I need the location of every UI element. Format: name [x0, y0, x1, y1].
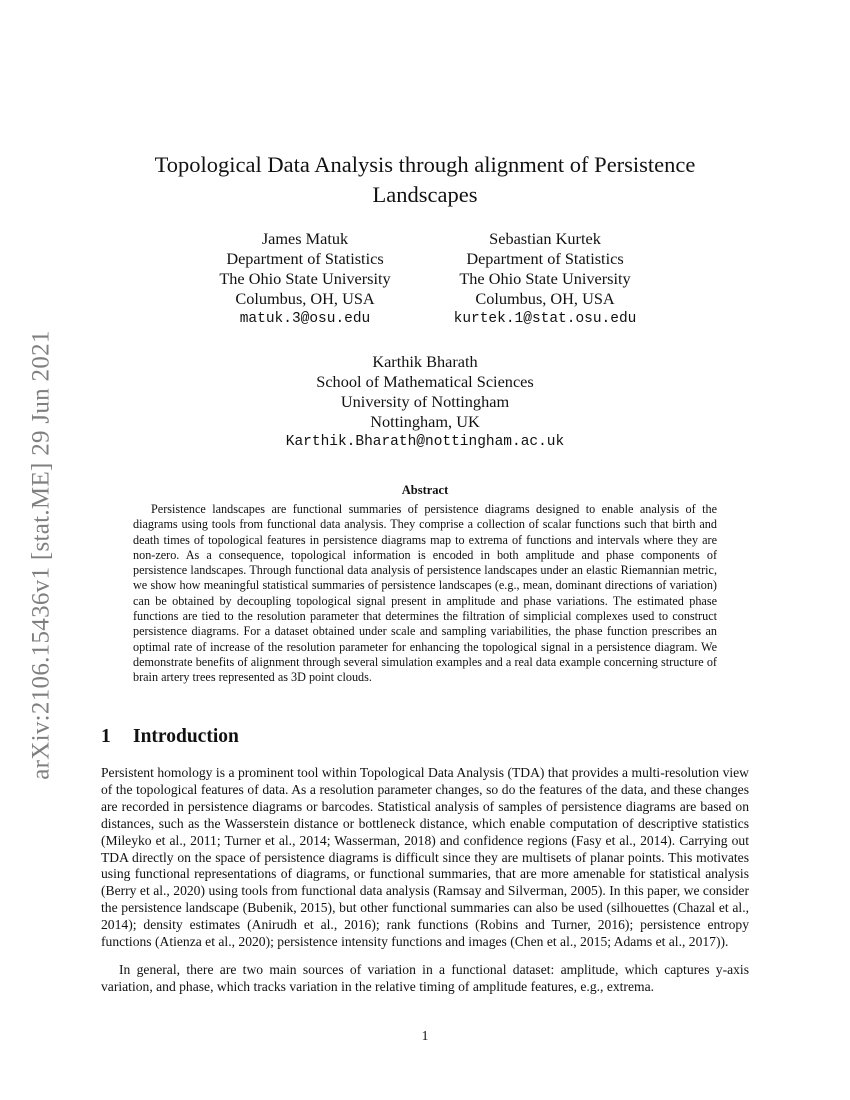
intro-paragraph-1: Persistent homology is a prominent tool within Topological Data Analysis (TDA) that provides a multi-resolution view of the topological features of data. As a resolution parameter changes, so do the features of the data, and these changes are recorded in persistence diagrams or barcodes. Statistical analysis of samples of persistence diagrams are based on distances, such as the Wasserstein distance or bottleneck distance, which enable computation of descriptive statistics (Mileyko et al., 2011; Turner et al., 2014; Wasserman, 2018) and confidence regions (Fasy et al., 2014). Carrying out TDA directly on the space of persistence diagrams is difficult since they are multisets of planar points. This motivates using functional representations of diagrams, or functional summaries, that are more amenable for statistical analysis (Berry et al., 2020) using tools from functional data analysis (Ramsay and Silverman, 2005). In this paper, we consider the persistence landscape (Bubenik, 2015), but other functional summaries can also be used (silhouettes (Chazal et al., 2014); density estimates (Anirudh et al., 2016); rank functions (Robins and Turner, 2016); persistence entropy functions (Atienza et al., 2020); persistence intensity functions and images (Chen et al., 2015; Adams et al., 2017)). [101, 765, 749, 950]
abstract-heading: Abstract [401, 483, 449, 497]
section-heading [101, 726, 239, 748]
author-name: Sebastian Kurtek [489, 229, 601, 248]
author-department: School of Mathematical Sciences [316, 372, 534, 391]
author-institution: The Ohio State University [459, 269, 631, 288]
author-block-1 [190, 229, 420, 329]
author-email[interactable]: Karthik.Bharath@nottingham.ac.uk [285, 434, 565, 450]
author-location: Columbus, OH, USA [235, 289, 375, 308]
intro-paragraph-2: In general, there are two main sources of variation in a functional dataset: amplitude, which captures y-axis variation, and phase, which tracks variation in the relative timing of amplitude features, e.g., extrema. [101, 962, 749, 994]
author-department: Department of Statistics [226, 249, 384, 268]
author-email[interactable]: matuk.3@osu.edu [239, 311, 371, 327]
section-number: 1 [101, 726, 111, 747]
author-department: Department of Statistics [466, 249, 624, 268]
abstract-text: Persistence landscapes are functional summaries of persistence diagrams designed to enable analysis of the diagrams using tools from functional data analysis. They comprise a collection of scalar functions such that birth and death times of topological features in persistence diagrams map to extrema of functions and intervals where they are non-zero. As a consequence, topological information is encoded in both amplitude and phase components of persistence landscapes. Through functional data analysis of persistence landscapes under an elastic Riemannian metric, we show how meaningful statistical summaries of persistence landscapes (e.g., mean, dominant directions of variation) can be obtained by decoupling topological signal present in amplitude and phase variations. The estimated phase functions are tied to the resolution parameter that determines the filtration of simplicial complexes used to construct persistence diagrams. For a dataset obtained under scale and sampling variabilities, the phase function prescribes an optimal rate of increase of the resolution parameter for enhancing the topological signal in a persistence diagram. We demonstrate benefits of alignment through several simulation examples and a real data example concerning structure of brain artery trees represented as 3D point clouds. [133, 502, 717, 685]
author-location: Columbus, OH, USA [475, 289, 615, 308]
author-block-2 [430, 229, 660, 329]
author-block-3 [250, 352, 600, 452]
arxiv-identifier-text: arXiv:2106.15436v1 [stat.ME] 29 Jun 2021 [28, 330, 55, 780]
author-name: James Matuk [261, 229, 349, 248]
page-number: 1 [421, 1028, 429, 1043]
author-institution: The Ohio State University [219, 269, 391, 288]
arxiv-identifier-stamp [22, 295, 62, 815]
section-title: Introduction [133, 726, 239, 747]
paper-title: Topological Data Analysis through alignment of Persistence Landscapes [154, 152, 696, 207]
author-name: Karthik Bharath [372, 352, 478, 371]
author-location: Nottingham, UK [370, 412, 480, 431]
author-institution: University of Nottingham [340, 392, 510, 411]
author-email[interactable]: kurtek.1@stat.osu.edu [453, 311, 637, 327]
